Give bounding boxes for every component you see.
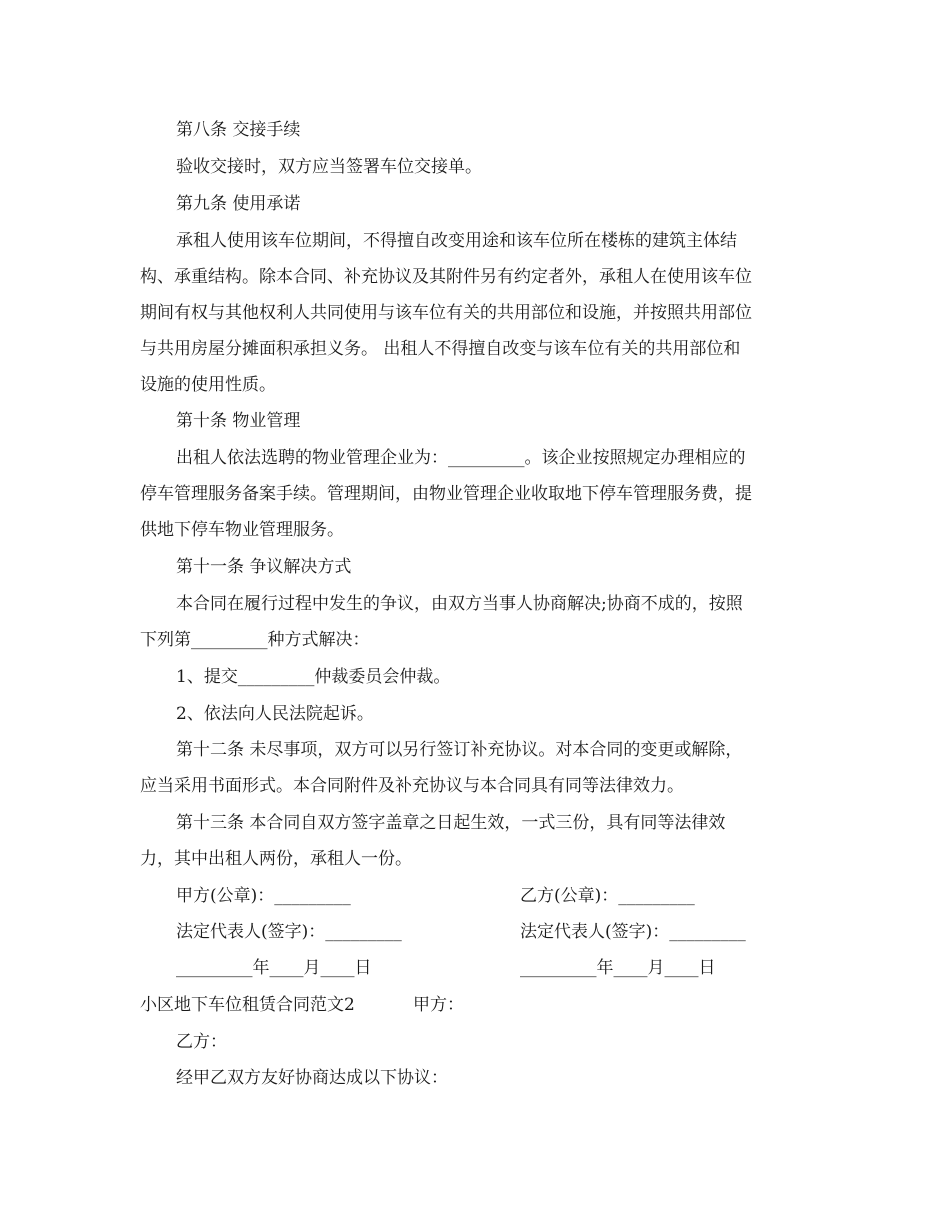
article-11-text-line-1: 本合同在履行过程中发生的争议，由双方当事人协商解决;协商不成的，按照 bbox=[176, 594, 743, 614]
party-a-representative-field: 法定代表人(签字)：_________ bbox=[176, 922, 402, 942]
article-11-option-2: 2、依法向人民法院起诉。 bbox=[176, 704, 374, 724]
party-b-representative-field: 法定代表人(签字)：_________ bbox=[520, 922, 746, 942]
article-11-option-1: 1、提交_________仲裁委员会仲裁。 bbox=[176, 667, 451, 687]
article-9-text-line-3: 期间有权与其他权利人共同使用与该车位有关的共用部位和设施，并按照共用部位 bbox=[140, 303, 752, 323]
party-a-seal-field: 甲方(公章)：_________ bbox=[176, 886, 351, 906]
article-10-text-line-3: 供地下停车物业管理服务。 bbox=[140, 520, 344, 540]
article-9-text-line-4: 与共用房屋分摊面积承担义务。 出租人不得擅自改变与该车位有关的共用部位和 bbox=[140, 339, 741, 359]
article-9-text-line-5: 设施的使用性质。 bbox=[140, 375, 276, 395]
sample-2-title: 小区地下车位租赁合同范文2 bbox=[140, 995, 355, 1015]
article-8-heading: 第八条 交接手续 bbox=[176, 120, 301, 140]
article-10-text-line-2: 停车管理服务备案手续。管理期间，由物业管理企业收取地下停车管理服务费，提 bbox=[140, 484, 752, 504]
article-11-text-line-2: 下列第_________种方式解决： bbox=[140, 630, 370, 650]
article-13-text-line-2: 力，其中出租人两份，承租人一份。 bbox=[140, 849, 412, 869]
article-10-text-line-1: 出租人依法选聘的物业管理企业为：_________。该企业按照规定办理相应的 bbox=[176, 448, 746, 468]
sample-2-party-a: 甲方： bbox=[413, 995, 464, 1015]
party-b-seal-field: 乙方(公章)：_________ bbox=[520, 886, 695, 906]
article-13-text-line-1: 第十三条 本合同自双方签字盖章之日起生效，一式三份，具有同等法律效 bbox=[176, 813, 726, 833]
article-9-heading: 第九条 使用承诺 bbox=[176, 194, 301, 214]
article-10-heading: 第十条 物业管理 bbox=[176, 411, 301, 431]
party-b-date-field: _________年____月____日 bbox=[520, 958, 716, 978]
article-12-text-line-1: 第十二条 未尽事项，双方可以另行签订补充协议。对本合同的变更或解除， bbox=[176, 740, 743, 760]
party-a-date-field: _________年____月____日 bbox=[176, 958, 372, 978]
article-11-heading: 第十一条 争议解决方式 bbox=[176, 557, 352, 577]
article-8-text: 验收交接时，双方应当签署车位交接单。 bbox=[176, 157, 482, 177]
article-12-text-line-2: 应当采用书面形式。本合同附件及补充协议与本合同具有同等法律效力。 bbox=[140, 776, 684, 796]
article-9-text-line-2: 构、承重结构。除本合同、补充协议及其附件另有约定者外，承租人在使用该车位 bbox=[140, 267, 752, 287]
sample-2-agreement-intro: 经甲乙双方友好协商达成以下协议： bbox=[176, 1068, 448, 1088]
sample-2-party-b: 乙方： bbox=[176, 1032, 227, 1052]
article-9-text-line-1: 承租人使用该车位期间，不得擅自改变用途和该车位所在楼栋的建筑主体结 bbox=[176, 231, 737, 251]
